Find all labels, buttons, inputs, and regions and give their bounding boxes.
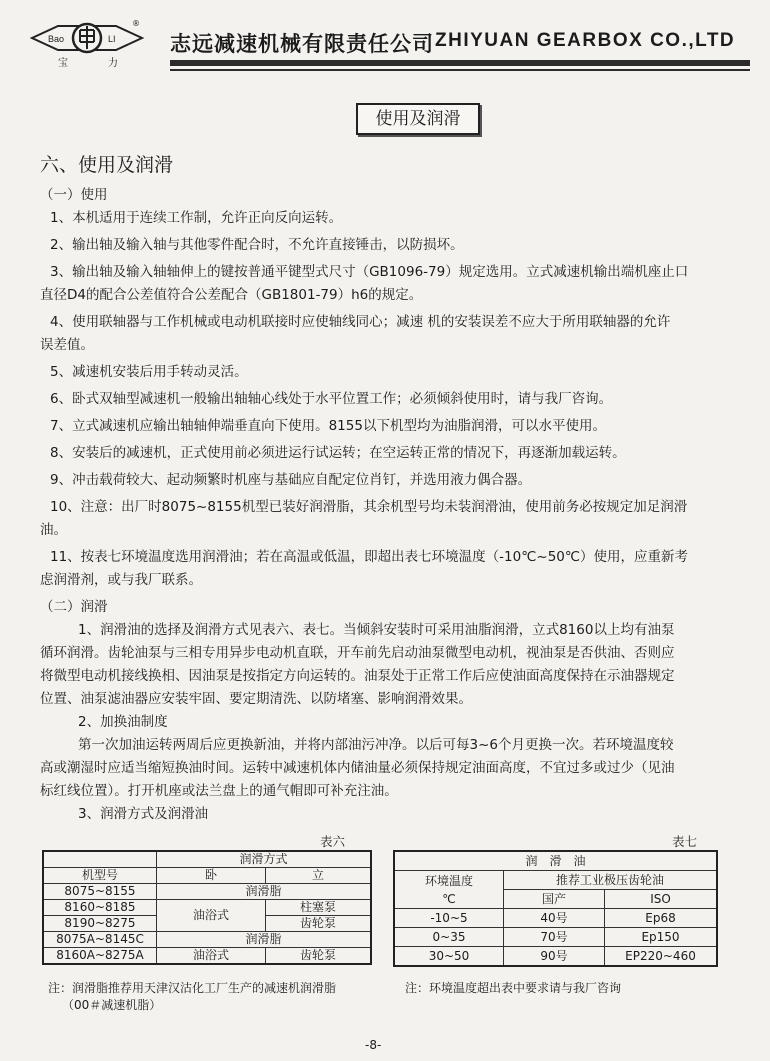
table6-cell: 8160~8185	[43, 900, 157, 916]
table6-note-line2: （00＃减速机脂）	[62, 998, 162, 1012]
table-row	[43, 900, 371, 916]
table6	[42, 850, 372, 965]
usage-item-5: 5、减速机安装后用手转动灵活。	[50, 364, 248, 380]
table6-note-line1: 注：润滑脂推荐用天津汉沽化工厂生产的减速机润滑脂	[48, 981, 337, 995]
table7-note: 注：环境温度超出表中要求请与我厂咨询	[405, 981, 622, 995]
lube-para2-line2: 高或潮湿时应适当缩短换油时间。运转中减速机体内储油量必须保持规定油面高度，不宜过多或过少（见油	[40, 760, 675, 776]
table7-col-temp-line1: 环境温度	[424, 873, 473, 888]
table6-cell: 油浴式	[157, 900, 266, 932]
table7-col-temp-line2: ℃	[442, 891, 456, 906]
table-row	[43, 884, 371, 900]
table7-cell: 0~35	[394, 928, 504, 947]
usage-heading: （一）使用	[40, 187, 108, 203]
usage-item-11: 11、按表七环境温度选用润滑油；若在高温或低温，即超出表七环境温度（-10℃~50℃）使用，应重新考	[50, 549, 689, 565]
usage-item-6: 6、卧式双轴型减速机一般输出轴轴心线处于水平位置工作；必须倾斜使用时，请与我厂咨询。	[50, 391, 613, 407]
logo-text-left: Bao	[48, 34, 65, 44]
table6-caption: 表六	[320, 834, 346, 849]
usage-item-11-cont: 虑润滑剂，或与我厂联系。	[40, 572, 202, 588]
main-content	[40, 150, 730, 826]
table-row	[43, 948, 371, 965]
table6-cell: 8190~8275	[43, 916, 157, 932]
page-header	[20, 14, 750, 76]
logo-char-left: 宝	[58, 58, 68, 69]
table7-cell: EP220~460	[605, 947, 718, 967]
registered-mark: ®	[132, 19, 140, 28]
table-row	[394, 909, 717, 928]
header-rule-thin	[170, 69, 750, 71]
table7-cell: Ep68	[605, 909, 718, 928]
usage-item-3-cont: 直径D4的配合公差值符合公差配合（GB1801-79）h6的规定。	[40, 287, 423, 303]
logo-text-right: LI	[108, 34, 116, 44]
usage-item-1: 1、本机适用于连续工作制，允许正向反向运转。	[50, 210, 343, 226]
header-rule-thick	[170, 60, 750, 66]
table6-cell: 润滑脂	[157, 932, 372, 948]
table6-col-model: 机型号	[43, 868, 157, 884]
table6-col-horizontal: 卧	[157, 868, 266, 884]
usage-item-4-cont: 误差值。	[40, 337, 94, 353]
table7	[393, 850, 718, 967]
table-row	[394, 928, 717, 947]
table-row	[43, 932, 371, 948]
table7-cell: 70号	[504, 928, 605, 947]
usage-item-2: 2、输出轴及输入轴与其他零件配合时，不允许直接锤击，以防损坏。	[50, 237, 464, 253]
table6-note	[48, 980, 336, 1014]
table6-cell: 8160A~8275A	[43, 948, 157, 965]
usage-item-9: 9、冲击载荷较大、起动频繁时机座与基础应自配定位肖钉，并选用液力偶合器。	[50, 472, 532, 488]
lube-para1-line2: 循环润滑。齿轮油泵与三相专用异步电动机直联，开车前先启动油泵微型电动机，视油泵是否供油、否则应	[40, 645, 675, 661]
table6-cell: 润滑脂	[157, 884, 372, 900]
table-row	[394, 947, 717, 967]
section-heading: 六、使用及润滑	[40, 154, 174, 176]
lube-para1-line1: 1、润滑油的选择及润滑方式见表六、表七。当倾斜安装时可采用油脂润滑，立式8160以上均有油泵	[78, 622, 675, 638]
table7-col-domestic: 国产	[504, 890, 605, 909]
usage-item-10-cont: 油。	[40, 522, 67, 538]
table7-cell: 40号	[504, 909, 605, 928]
lubrication-heading: （二）润滑	[40, 599, 108, 615]
company-name-en: ZHIYUAN GEARBOX CO.,LTD	[435, 30, 736, 51]
table6-cell: 柱塞泵	[266, 900, 372, 916]
table6-col-vertical: 立	[266, 868, 372, 884]
lube-method-heading: 3、润滑方式及润滑油	[78, 806, 209, 822]
table6-cell: 8075~8155	[43, 884, 157, 900]
lube-para2-line1: 第一次加油运转两周后应更换新油，并将内部油污冲净。以后可每3~6个月更换一次。若环境温度较	[78, 737, 674, 753]
table7-caption: 表七	[672, 834, 698, 849]
table7-group-header: 润 滑 油	[394, 851, 717, 871]
lube-para2-line3: 标红线位置）。打开机座或法兰盘上的通气帽即可补充注油。	[40, 783, 398, 799]
table7-col-recommend: 推荐工业极压齿轮油	[504, 871, 718, 890]
usage-item-4: 4、使用联轴器与工作机械或电动机联接时应使轴线同心；减速 机的安装误差不应大于所用联轴器的允许	[50, 314, 671, 330]
usage-item-8: 8、安装后的减速机，正式使用前必须进运行试运转；在空运转正常的情况下，再逐渐加载运转。	[50, 445, 626, 461]
table6-cell: 8075A~8145C	[43, 932, 157, 948]
table7-cell: 30~50	[394, 947, 504, 967]
table7-col-iso: ISO	[605, 890, 718, 909]
table6-cell: 齿轮泵	[266, 916, 372, 932]
page-number: -8-	[365, 1038, 382, 1052]
table6-cell: 齿轮泵	[266, 948, 372, 965]
company-name-cn: 志远减速机械有限责任公司	[170, 32, 434, 56]
logo-char-right: 力	[108, 58, 118, 69]
table6-group-header: 润滑方式	[157, 851, 372, 868]
usage-item-10: 10、注意：出厂时8075~8155机型已装好润滑脂，其余机型号均未装润滑油，使用前务必按规定加足润滑	[50, 499, 688, 515]
table6-blank-corner	[43, 851, 157, 868]
company-logo	[28, 16, 146, 72]
lube-para1-line4: 位置、油泵滤油器应安装牢固、要定期清洗、以防堵塞、影响润滑效果。	[40, 691, 472, 707]
oil-change-heading: 2、加换油制度	[78, 714, 168, 730]
usage-item-3: 3、输出轴及输入轴轴伸上的键按普通平键型式尺寸（GB1096-79）规定选用。立式减速机输出端机座止口	[50, 264, 689, 280]
page-title: 使用及润滑	[356, 103, 480, 135]
table7-col-temp	[394, 871, 504, 909]
lube-para1-line3: 将微型电动机接线换相、因油泵是按指定方向运转的。油泵处于正常工作后应使油面高度保持在示油器规定	[40, 668, 675, 684]
usage-item-7: 7、立式减速机应输出轴轴伸端垂直向下使用。8155以下机型均为油脂润滑，可以水平使用。	[50, 418, 606, 434]
table7-cell: 90号	[504, 947, 605, 967]
table7-cell: Ep150	[605, 928, 718, 947]
table6-cell: 油浴式	[157, 948, 266, 965]
table7-cell: -10~5	[394, 909, 504, 928]
